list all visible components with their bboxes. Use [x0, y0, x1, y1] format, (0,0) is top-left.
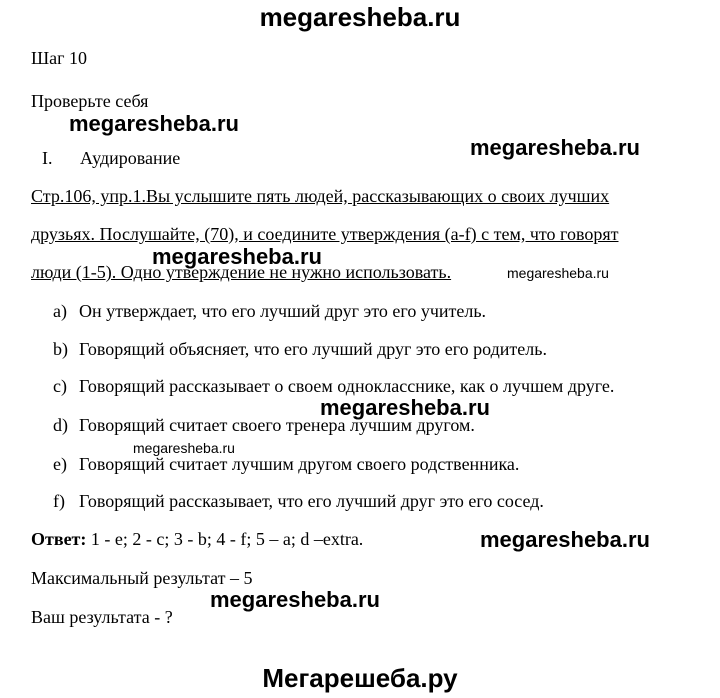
watermark: megaresheba.ru — [507, 265, 609, 281]
answer-label: Ответ: — [31, 529, 87, 549]
answer-text: 1 - e; 2 - c; 3 - b; 4 - f; 5 – a; d –extra. — [86, 529, 364, 549]
list-item — [53, 376, 614, 397]
step-heading: Шаг 10 — [31, 48, 88, 68]
item-text: Говорящий рассказывает о своем однокласснике, как о лучшем друге. — [79, 376, 615, 396]
list-item — [53, 301, 486, 322]
site-brand-bottom: Мегарешеба.ру — [262, 663, 458, 693]
task-line-2: друзьях. Послушайте, (70), и соедините утверждения (a-f) с тем, что говорят — [31, 224, 619, 244]
section-number: I. — [42, 148, 53, 168]
watermark: megaresheba.ru — [152, 244, 322, 269]
task-line-1: Стр.106, упр.1.Вы услышите пять людей, рассказывающих о своих лучших — [31, 186, 610, 206]
item-marker: d) — [53, 415, 68, 435]
item-marker: c) — [53, 376, 67, 396]
list-item — [53, 415, 475, 436]
list-item — [53, 454, 519, 475]
item-text: Говорящий считает лучшим другом своего родственника. — [79, 454, 520, 474]
item-marker: b) — [53, 339, 68, 359]
answer-line — [31, 529, 363, 550]
watermark: megaresheba.ru — [320, 395, 490, 420]
item-text: Говорящий считает своего тренера лучшим другом. — [79, 415, 475, 435]
watermark: megaresheba.ru — [133, 440, 235, 456]
task-line-3: люди (1-5). Одно утверждение не нужно использовать. — [31, 262, 452, 282]
check-heading: Проверьте себя — [31, 91, 149, 111]
item-text: Говорящий объясняет, что его лучший друг это его родитель. — [79, 339, 547, 359]
list-item — [53, 339, 547, 360]
watermark: megaresheba.ru — [210, 587, 380, 612]
watermark: megaresheba.ru — [480, 527, 650, 552]
your-result: Ваш результата - ? — [31, 607, 173, 627]
item-text: Он утверждает, что его лучший друг это его учитель. — [79, 301, 487, 321]
section-title: Аудирование — [80, 148, 181, 168]
item-marker: a) — [53, 301, 67, 321]
item-marker: e) — [53, 454, 67, 474]
site-brand-top: megaresheba.ru — [259, 2, 461, 32]
watermark: megaresheba.ru — [69, 111, 239, 136]
item-marker: f) — [53, 491, 65, 511]
list-item — [53, 491, 544, 512]
max-result: Максимальный результат – 5 — [31, 568, 253, 588]
watermark: megaresheba.ru — [470, 135, 640, 160]
item-text: Говорящий рассказывает, что его лучший друг это его сосед. — [79, 491, 544, 511]
